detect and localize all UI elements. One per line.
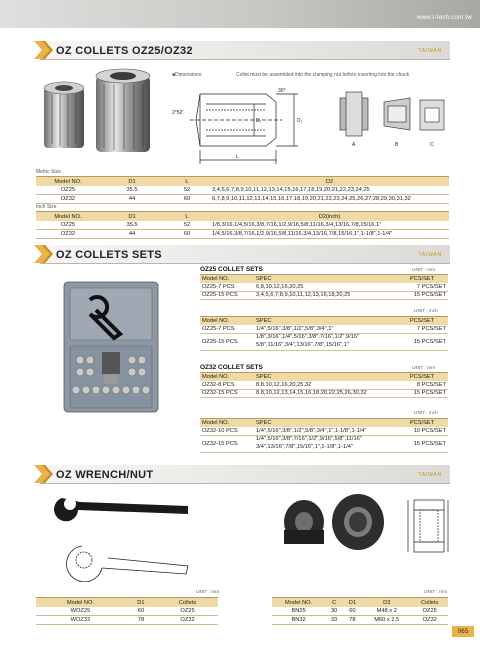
metric-caption: Metric Size [36,169,61,175]
col-header: D3 [362,598,411,608]
section-title: OZ WRENCH/NUT [56,469,154,481]
col-header: D2 [210,177,449,187]
label-a: A [352,142,356,148]
col-header: PCS/SET [396,373,448,382]
inch-size-table [36,211,449,239]
oz25-metric-sets-table [200,274,448,300]
region-label: TAIWAN [418,252,442,258]
col-header: Model NO. [272,598,325,608]
nut-table [272,597,448,625]
table-row: BN25 30 60 M48 x 2 OZ25 [272,607,448,616]
col-header: SPEC [254,275,396,284]
col-header: D1 [100,177,164,187]
l-label: L [236,154,239,160]
angle-2-52-label: 2°52' [172,110,184,116]
col-header: SPEC [254,317,396,326]
collet-photo [38,68,156,160]
col-header: PCS/SET [396,275,448,284]
collet-set-case-photo [62,280,160,414]
table-row: OZ25-7 PCS 6,8,10,12,16,20,25 7 PCS/SET [202,283,446,290]
label-b: B [395,142,399,148]
d2-label: D₂ [297,118,303,124]
oz25-inch-sets-table [200,316,448,351]
table-row: WOZ32 78 OZ32 [36,616,218,625]
section-title: OZ COLLETS OZ25/OZ32 [56,45,193,57]
wrench-illustration [48,488,198,582]
col-header: Model NO. [36,598,125,608]
metric-size-table [36,176,449,204]
col-header: Model NO. [36,212,100,222]
oz32-inch-sets-table [200,418,448,453]
section-header-oz-wrench-nut [40,463,450,485]
website-url: www.t-tech.com.tw [416,15,472,21]
section-header-oz-collet-sets [40,243,450,265]
oz25-sets-title: OZ25 COLLET SETS [200,266,263,273]
table-row: OZ25-15 PCS 3,4,5,6,7,8,9,10,11,12,13,16,18,20,25 15 PCS/SET [202,292,446,299]
inch-caption: Inch Size [36,204,57,210]
col-header: Model NO. [200,317,254,326]
table-row: OZ32 44 60 6,7,8,9,10,11,12,13,14,15,16,17,18,19,20,21,22,23,24,25,26,27,28,29,30,31,32 [36,195,449,204]
col-header: D1 [125,598,157,608]
col-header: Collets [411,598,448,608]
col-header: C [325,598,343,608]
col-header: Model NO. [200,275,254,284]
region-label: TAIWAN [418,48,442,54]
col-header: L [164,212,210,222]
col-header: Collets [157,598,218,608]
table-row: WOZ25 60 OZ25 [36,607,218,616]
col-header: Model NO. [200,419,254,428]
table-row: OZ25 35.5 52 3,4,5,6,7,8,9,10,11,12,13,14,15,16,17,18,19,20,21,22,23,24,25 [36,186,449,195]
collet-dimension-diagram [170,80,450,174]
label-c: C [430,142,434,148]
unit-label: UNIT : mm [412,366,436,371]
angle-30-label: 30° [278,88,286,94]
table-row: OZ32-10 PCS 1/4",5/16",3/8",1/2",5/8",3/4",1",1-1/8",1-1/4" 10 PCS/SET [202,427,446,434]
col-header: SPEC [254,419,396,428]
nut-dimension-drawing [404,494,452,560]
col-header: Model NO. [200,373,254,382]
col-header: SPEC [254,373,396,382]
col-header: PCS/SET [396,317,448,326]
col-header: D1 [343,598,362,608]
unit-label: UNIT : inch [414,411,438,416]
oz32-metric-sets-table [200,372,448,398]
table-row: OZ25 35.5 52 1/8,3/16,1/4,5/16,3/8,7/16,1/2,9/16,5/8,11/16,3/4,13/16,7/8,15/16,1" [36,221,449,230]
section-header-oz-collets [40,39,450,61]
assembly-note: Collet must be assembled into the clamping nut before inserting into the chuck [236,72,410,78]
table-row: OZ25-7 PCS 1/4",5/16",3/8",1/2",5/8",3/4",1" 7 PCS/SET [202,325,446,332]
dimensions-label: ■Dimensions: [172,72,203,78]
col-header: L [164,177,210,187]
chevron-icon [32,39,54,61]
col-header: D1 [100,212,164,222]
d1-label: D₁ [256,118,262,124]
top-banner [0,0,480,28]
page-number: 065 [452,626,474,637]
col-header: D2(inch) [210,212,449,222]
table-row: BN32 33 78 M60 x 2.5 OZ32 [272,616,448,625]
chevron-icon [32,243,54,265]
unit-label: UNIT : mm [412,268,436,273]
table-row: OZ32-15 PCS 1/4",5/16",3/8",7/16",1/2",9/16",5/8",11/16" 3/4",13/16",7/8",15/16",1",1-1/8",1-1/4" 15 PCS/SET [200,435,448,452]
unit-label: UNIT : inch [414,309,438,314]
nut-photo [274,488,390,572]
region-label: TAIWAN [418,472,442,478]
table-row: OZ32 44 60 1/4,5/16,3/8,7/16,1/2,9/16,5/8,11/16,3/4,13/16,7/8,15/16,1",1-1/8",1-1/4" [36,230,449,239]
chevron-icon [32,463,54,485]
unit-label: UNIT : mm [196,590,220,595]
col-header: PCS/SET [396,419,448,428]
table-row: OZ32-8 PCS 8,8,10,12,16,20,25,32 8 PCS/SET [202,381,446,388]
oz32-sets-title: OZ32 COLLET SETS [200,364,263,371]
section-title: OZ COLLETS SETS [56,249,162,261]
table-row: OZ32-15 PCS 8,8,10,12,13,14,15,16,18,20,22,25,26,30,32 15 PCS/SET [202,390,446,397]
col-header: Model NO. [36,177,100,187]
unit-label: UNIT : mm [424,590,448,595]
table-row: OZ25-15 PCS 1/8",3/16",1/4",5/16",3/8",7/16",1/2",9/16" 5/8",11/16",3/4",13/16",7/8",15/16",1" 15 PCS/SET [200,333,448,350]
wrench-table [36,597,218,625]
